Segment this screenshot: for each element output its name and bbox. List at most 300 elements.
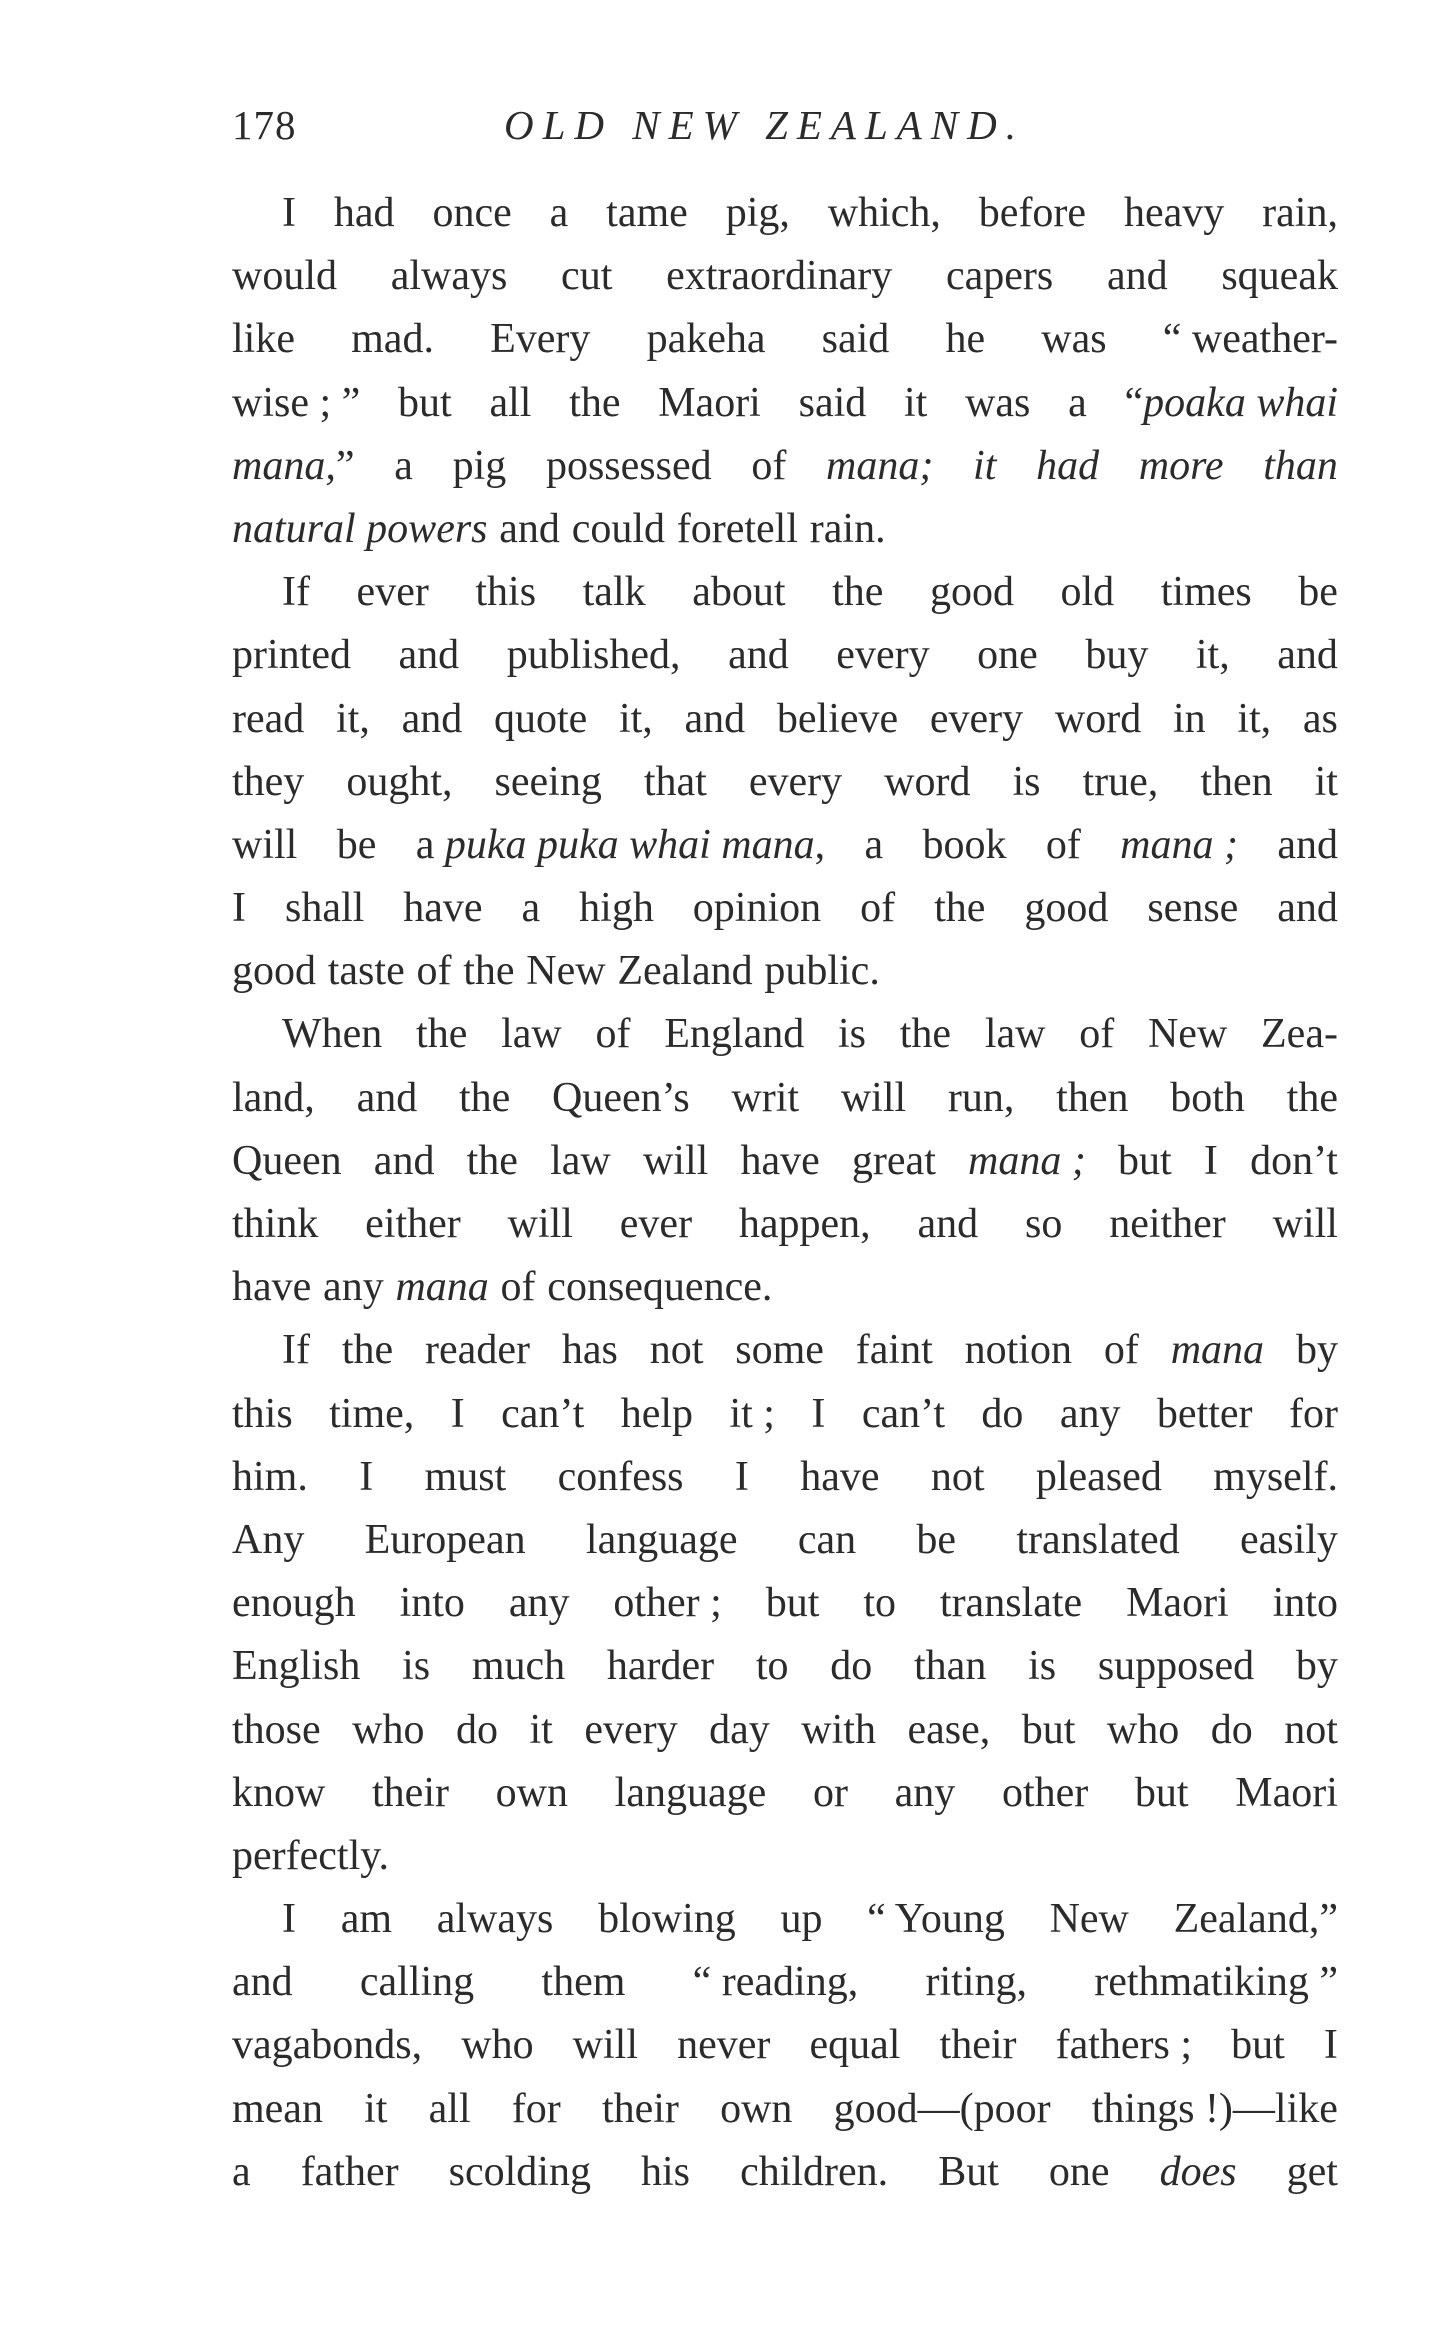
word: mana: [395, 1264, 489, 1311]
word: is: [402, 1643, 431, 1690]
word: like: [232, 316, 295, 363]
word: than: [1263, 442, 1338, 489]
text-line: [232, 1825, 1338, 1888]
word: not: [1284, 1706, 1338, 1753]
word: they: [232, 758, 305, 805]
word: who: [1106, 1706, 1180, 1753]
word: get: [1286, 2148, 1338, 2195]
word: so: [1025, 1201, 1063, 1247]
word: New: [526, 948, 606, 995]
text-line: [232, 1635, 1338, 1698]
word: with: [801, 1706, 876, 1753]
word: by: [1295, 1643, 1338, 1690]
text-line: [232, 1951, 1338, 2014]
word: then: [1200, 758, 1273, 805]
word: believe: [776, 695, 899, 742]
word: and: [373, 1137, 435, 1184]
word: a: [232, 2148, 251, 2195]
word: of: [595, 1011, 631, 1058]
word: their: [601, 2085, 679, 2132]
word: for: [511, 2085, 561, 2132]
word: mana;: [826, 442, 934, 489]
word: writ: [731, 1074, 800, 1121]
word: I: [450, 1390, 465, 1437]
word: and: [684, 695, 746, 742]
word: When: [282, 1011, 383, 1058]
word: and: [728, 632, 789, 679]
text-line: [232, 2078, 1338, 2141]
text-line: [232, 1193, 1338, 1256]
word: blowing: [598, 1896, 736, 1943]
word: to: [863, 1580, 896, 1627]
word: ease,: [907, 1706, 991, 1753]
page-number: 178: [232, 102, 297, 148]
word: mana ;: [1120, 821, 1238, 868]
word: law: [550, 1137, 611, 1184]
word: one: [977, 632, 1038, 679]
word: he: [945, 316, 986, 363]
word: New: [1049, 1896, 1129, 1943]
text-line: [232, 1446, 1338, 1509]
word: and: [356, 1074, 418, 1121]
word: of: [1079, 1011, 1115, 1058]
word: Zealand,”: [1173, 1896, 1338, 1943]
word: once: [432, 190, 512, 236]
word: land,: [232, 1074, 315, 1121]
text-line: [232, 2014, 1338, 2077]
word: I: [811, 1390, 826, 1437]
word: opinion: [692, 885, 822, 932]
word: I: [282, 1896, 296, 1943]
text-line: [232, 1888, 1338, 1951]
word: or: [812, 1769, 848, 1816]
word: of: [500, 1264, 536, 1311]
word: either: [365, 1201, 461, 1247]
text-line: [232, 1130, 1338, 1193]
word: does: [1159, 2148, 1237, 2195]
word: ever: [619, 1201, 693, 1247]
word: day: [709, 1706, 770, 1753]
word: said: [821, 316, 890, 363]
word: then: [1056, 1074, 1129, 1121]
word: can’t: [501, 1390, 585, 1437]
word: other: [1001, 1769, 1089, 1816]
word: times: [1160, 569, 1252, 616]
word: consequence.: [547, 1264, 773, 1311]
word: I: [232, 885, 246, 932]
running-header: [232, 95, 1340, 155]
word: European: [364, 1516, 526, 1563]
word: better: [1156, 1390, 1253, 1437]
word: but: [1118, 1137, 1172, 1184]
word: language: [614, 1769, 767, 1816]
word: Queen’s: [552, 1074, 690, 1121]
word: New: [1147, 1011, 1228, 1058]
word: happen,: [738, 1201, 871, 1247]
word: him.: [232, 1453, 308, 1500]
word: riting,: [925, 1959, 1027, 2006]
word: old: [1060, 569, 1115, 616]
word: as: [1302, 695, 1338, 742]
word: cut: [561, 253, 613, 300]
word: be: [916, 1516, 957, 1563]
word: never: [677, 2022, 771, 2069]
word: Zealand: [617, 948, 753, 995]
word: do: [1210, 1706, 1253, 1753]
word: but: [1134, 1769, 1189, 1816]
word: squeak: [1221, 253, 1338, 300]
word: do: [981, 1390, 1024, 1437]
word: heavy: [1123, 190, 1225, 236]
word: other ;: [613, 1580, 722, 1627]
text-line: [232, 2141, 1338, 2204]
word: Zea-: [1261, 1011, 1338, 1058]
word: natural powers: [232, 505, 488, 552]
word: good: [1024, 885, 1109, 932]
word: Maori: [1126, 1580, 1229, 1627]
word: fathers ;: [1055, 2022, 1193, 2069]
word: than: [914, 1643, 987, 1690]
word: his: [641, 2148, 691, 2195]
word: had: [333, 190, 395, 236]
word: the: [832, 569, 884, 616]
word: enough: [232, 1580, 356, 1627]
word: mana: [1170, 1327, 1265, 1374]
word: both: [1170, 1074, 1245, 1121]
word: of: [416, 948, 452, 995]
word: every: [929, 695, 1024, 742]
word: about: [692, 569, 786, 616]
word: word: [884, 758, 971, 805]
word: any: [894, 1769, 956, 1816]
word: rain,: [1262, 190, 1338, 236]
word: scolding: [448, 2148, 591, 2195]
text-line: [232, 182, 1338, 245]
word: the: [934, 885, 986, 932]
word: “ weather-: [1162, 316, 1338, 363]
text-line: [232, 1319, 1338, 1382]
word: printed: [232, 632, 351, 679]
word: into: [399, 1580, 465, 1627]
word: true,: [1082, 758, 1159, 805]
word: has: [561, 1327, 618, 1374]
word: rethmatiking ”: [1094, 1959, 1338, 2006]
word: possessed: [545, 442, 712, 489]
word: and: [401, 695, 463, 742]
word: it: [973, 442, 997, 489]
word: more: [1138, 442, 1224, 489]
word: run,: [947, 1074, 1015, 1121]
word: was: [965, 379, 1031, 426]
word: extraordinary: [666, 253, 893, 300]
text-line: [232, 435, 1338, 498]
word: their: [939, 2022, 1017, 2069]
word: shall: [284, 885, 365, 932]
word: sense: [1147, 885, 1239, 932]
text-line: [232, 1003, 1338, 1066]
word: Maori: [1235, 1769, 1338, 1816]
word: and: [1106, 253, 1168, 300]
word: for: [1288, 1390, 1338, 1437]
word: and: [1277, 632, 1338, 679]
word: law: [984, 1011, 1046, 1058]
word: wise ; ”: [232, 379, 361, 426]
word: by: [1295, 1327, 1338, 1374]
word: high: [579, 885, 654, 932]
word: any: [323, 1264, 384, 1311]
word: harder: [606, 1643, 715, 1690]
word: easily: [1239, 1516, 1338, 1563]
word: can: [797, 1516, 857, 1563]
word: of: [1103, 1327, 1139, 1374]
word: I: [282, 190, 296, 236]
word: is: [837, 1011, 866, 1058]
word: read: [232, 695, 305, 742]
word: not: [930, 1453, 985, 1500]
word: one: [1048, 2148, 1110, 2195]
word: reader: [425, 1327, 530, 1374]
word: England: [664, 1011, 805, 1058]
text-line: [232, 1509, 1338, 1572]
word: notion: [964, 1327, 1072, 1374]
word: all: [428, 2085, 471, 2132]
word: it: [1314, 758, 1338, 805]
word: that: [643, 758, 707, 805]
word: own: [720, 2085, 793, 2132]
word: do: [456, 1706, 498, 1753]
word: equal: [809, 2022, 901, 2069]
word: but: [1021, 1706, 1076, 1753]
word: children.: [740, 2148, 889, 2195]
word: do: [830, 1643, 873, 1690]
word: and: [499, 505, 560, 552]
word: be: [336, 821, 377, 868]
word: Any: [232, 1516, 305, 1563]
word: But: [938, 2148, 999, 2195]
text-line: [232, 372, 1338, 435]
word: mean: [232, 2085, 323, 2132]
word: don’t: [1250, 1137, 1338, 1184]
text-line: [232, 940, 1338, 1003]
word: If: [282, 1327, 310, 1374]
word: will: [507, 1201, 573, 1247]
body-text: [232, 182, 1338, 2204]
word: to: [755, 1643, 789, 1690]
word: their: [372, 1769, 449, 1816]
word: “ reading,: [692, 1959, 859, 2006]
word: the: [341, 1327, 394, 1374]
word: of: [751, 442, 787, 489]
word: a puka puka whai mana,: [415, 821, 826, 868]
word: the: [416, 1011, 468, 1058]
word: I: [359, 1453, 374, 1500]
word: pig: [452, 442, 507, 489]
word: good: [232, 948, 316, 995]
word: taste: [327, 948, 405, 995]
word: before: [978, 190, 1087, 236]
word: the: [569, 379, 621, 426]
word: a: [394, 442, 413, 489]
word: time,: [329, 1390, 415, 1437]
word: every: [584, 1706, 678, 1753]
word: always: [436, 1896, 554, 1943]
word: am: [340, 1896, 393, 1943]
word: always: [390, 253, 508, 300]
word: but: [398, 379, 452, 426]
word: into: [1272, 1580, 1338, 1627]
word: capers: [946, 253, 1054, 300]
word: know: [232, 1769, 326, 1816]
word: word: [1054, 695, 1142, 742]
word: father: [300, 2148, 399, 2195]
word: English: [232, 1643, 361, 1690]
text-line: [232, 561, 1338, 624]
word: have: [740, 1137, 820, 1184]
word: the: [458, 1074, 511, 1121]
word: mad.: [351, 316, 434, 363]
word: Maori: [658, 379, 761, 426]
word: the: [463, 948, 515, 995]
paragraph: [232, 561, 1338, 1003]
word: faint: [855, 1327, 933, 1374]
word: it,: [1195, 632, 1230, 679]
word: help: [620, 1390, 694, 1437]
word: it: [903, 379, 928, 426]
word: calling: [359, 1959, 475, 2006]
word: have: [232, 1264, 312, 1311]
text-line: [232, 1067, 1338, 1130]
word: published,: [506, 632, 681, 679]
word: and: [398, 632, 460, 679]
word: the: [466, 1137, 518, 1184]
word: things !)—like: [1091, 2085, 1338, 2132]
word: it: [529, 1706, 553, 1753]
text-line: [232, 877, 1338, 940]
word: of: [1045, 821, 1081, 868]
word: supposed: [1097, 1643, 1255, 1690]
word: of: [860, 885, 896, 932]
word: and: [917, 1201, 979, 1247]
word: this: [232, 1390, 293, 1437]
text-line: [232, 1572, 1338, 1635]
word: who: [352, 1706, 425, 1753]
paragraph: [232, 1888, 1338, 2204]
word: buy: [1085, 632, 1149, 679]
word: mana,”: [232, 442, 355, 489]
word: If: [282, 569, 310, 616]
word: will: [232, 821, 298, 868]
word: myself.: [1213, 1453, 1338, 1500]
word: perfectly.: [232, 1832, 390, 1879]
text-line: [232, 1383, 1338, 1446]
word: those: [232, 1706, 321, 1753]
text-line: [232, 498, 1338, 561]
word: will: [642, 1137, 709, 1184]
word: language: [585, 1516, 738, 1563]
word: the: [1286, 1074, 1338, 1121]
text-line: [232, 1699, 1338, 1762]
word: great: [851, 1137, 936, 1184]
word: every: [836, 632, 930, 679]
word: public.: [764, 948, 880, 995]
word: the: [899, 1011, 952, 1058]
word: a: [549, 190, 569, 236]
word: will: [1272, 1201, 1338, 1247]
running-title: OLD NEW ZEALAND.: [504, 102, 1026, 148]
word: any: [508, 1580, 570, 1627]
word: all: [489, 379, 532, 426]
word: “ Young: [867, 1896, 1005, 1943]
text-line: [232, 624, 1338, 687]
word: was: [1041, 316, 1107, 363]
word: rain.: [809, 505, 886, 552]
word: can’t: [861, 1390, 945, 1437]
word: translated: [1016, 1516, 1180, 1563]
word: confess: [557, 1453, 684, 1500]
word: said: [798, 379, 867, 426]
word: I: [734, 1453, 749, 1500]
word: pakeha: [646, 316, 766, 363]
word: Queen: [232, 1137, 342, 1184]
text-line: [232, 814, 1338, 877]
word: mana ;: [968, 1137, 1086, 1184]
text-line: [232, 1762, 1338, 1825]
text-line: [232, 688, 1338, 751]
word: will: [572, 2022, 639, 2069]
word: law: [501, 1011, 562, 1058]
word: translate: [939, 1580, 1083, 1627]
word: every: [748, 758, 843, 805]
word: Every: [490, 316, 591, 363]
word: will: [840, 1074, 907, 1121]
word: it,: [618, 695, 653, 742]
word: in: [1172, 695, 1206, 742]
word: some: [735, 1327, 824, 1374]
word: which,: [827, 190, 941, 236]
word: be: [1298, 569, 1338, 616]
word: it: [364, 2085, 388, 2132]
word: good: [929, 569, 1014, 616]
word: talk: [582, 569, 646, 616]
word: is: [1012, 758, 1041, 805]
word: pleased: [1035, 1453, 1162, 1500]
paragraph: [232, 182, 1338, 561]
word: book: [922, 821, 1007, 868]
word: but: [1231, 2022, 1285, 2069]
word: “poaka whai: [1124, 379, 1338, 426]
word: seeing: [494, 758, 602, 805]
word: them: [541, 1959, 626, 2006]
word: neither: [1109, 1201, 1226, 1247]
word: could: [571, 505, 665, 552]
word: ever: [356, 569, 429, 616]
word: much: [471, 1643, 566, 1690]
text-line: [232, 308, 1338, 371]
word: it ;: [729, 1390, 775, 1437]
word: up: [780, 1896, 823, 1943]
word: a: [521, 885, 541, 932]
word: good—(poor: [833, 2085, 1051, 2132]
word: a: [1068, 379, 1087, 426]
word: I: [1203, 1137, 1218, 1184]
word: own: [495, 1769, 568, 1816]
word: foretell: [676, 505, 799, 552]
word: a: [864, 821, 884, 868]
word: it,: [1237, 695, 1272, 742]
word: have: [800, 1453, 880, 1500]
word: it,: [336, 695, 370, 742]
word: vagabonds,: [232, 2022, 423, 2069]
